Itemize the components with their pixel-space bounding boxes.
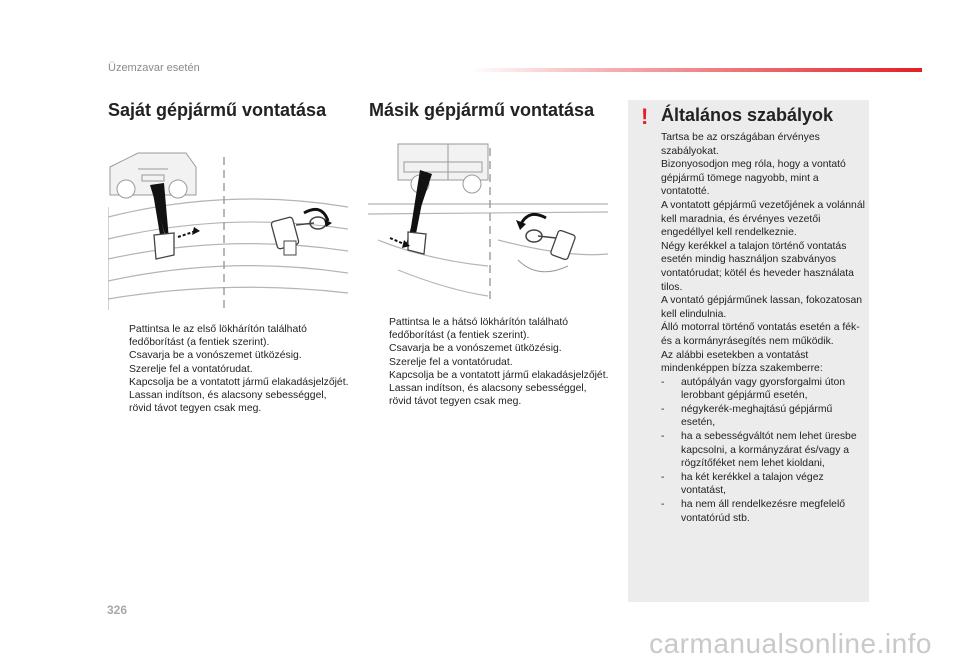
list-item: - autópályán vagy gyorsforgalmi úton lerobbant gépjármű esetén, bbox=[661, 376, 846, 402]
panel-paragraph: Az alábbi esetekben a vontatást mindenképpen bízza szakemberre: bbox=[661, 349, 823, 375]
list-item: Szerelje fel a vontatórudat. bbox=[129, 363, 253, 375]
list-item: Kapcsolja be a vontatott jármű elakadásjelzőjét. bbox=[389, 369, 609, 381]
panel-title: Általános szabályok bbox=[661, 105, 834, 125]
list-item: Kapcsolja be a vontatott jármű elakadásjelzőjét. bbox=[129, 376, 349, 388]
panel-paragraph: Négy kerékkel a talajon történő vontatás esetén mindig használjon szabványos vontatórudat; kötél és heveder használata tilos. bbox=[661, 240, 854, 293]
front-bumper-illustration bbox=[108, 147, 348, 310]
cases-list bbox=[661, 376, 866, 526]
list-item: - ha nem áll rendelkezésre megfelelő vontatórúd stb. bbox=[661, 499, 846, 524]
list-item: Pattintsa le a hátsó lökhárítón található fedőborítást (a fentiek szerint). bbox=[389, 317, 569, 342]
panel-paragraph: Bizonyosodjon meg róla, hogy a vontató gépjármű tömege nagyobb, mint a vontatotté. bbox=[661, 159, 846, 198]
list-item: Lassan indítson, és alacsony sebességgel, rövid távot tegyen csak meg. bbox=[389, 383, 587, 408]
panel-paragraph: Tartsa be az országában érvényes szabályokat. bbox=[661, 132, 820, 157]
panel-body bbox=[661, 131, 866, 525]
watermark: carmanualsonline.info bbox=[649, 628, 932, 659]
list-item: Csavarja be a vonószemet ütközésig. bbox=[389, 343, 562, 355]
list-item: - ha a sebességváltót nem lehet üresbe kapcsolni, a kormányzárat és/vagy a rögzítőféket nem lehet kioldani, bbox=[661, 431, 857, 470]
list-item: Szerelje fel a vontatórudat. bbox=[389, 356, 513, 368]
middle-steps-list bbox=[371, 316, 611, 408]
list-item: - négykerék-meghajtású gépjármű esetén, bbox=[661, 403, 833, 429]
section-header: Üzemzavar esetén bbox=[108, 62, 200, 74]
rear-bumper-illustration bbox=[368, 140, 608, 302]
panel-paragraph: A vontatott gépjármű vezetőjének a volánnál kell maradnia, és érvényes vezetői engedéllyel kell rendelkeznie. bbox=[661, 199, 865, 239]
header-accent-bar bbox=[470, 68, 922, 72]
panel-paragraph: A vontató gépjárműnek lassan, fokozatosan kell elindulnia. bbox=[661, 295, 863, 320]
panel-paragraph: Álló motorral történő vontatás esetén a fék- és a kormányrásegítés nem működik. bbox=[661, 322, 860, 347]
list-item: Lassan indítson, és alacsony sebességgel, rövid távot tegyen csak meg. bbox=[129, 390, 327, 415]
list-item: Csavarja be a vonószemet ütközésig. bbox=[129, 350, 302, 362]
list-item: Pattintsa le az első lökhárítón található fedőborítást (a fentiek szerint). bbox=[129, 324, 307, 349]
left-steps-list bbox=[111, 323, 351, 415]
left-section-title: Saját gépjármű vontatása bbox=[108, 100, 327, 120]
warning-exclamation-icon: ! bbox=[641, 104, 649, 129]
list-item: - ha két kerékkel a talajon végez vontatást, bbox=[661, 471, 824, 497]
page-number: 326 bbox=[107, 603, 128, 617]
middle-section-title: Másik gépjármű vontatása bbox=[369, 100, 595, 120]
